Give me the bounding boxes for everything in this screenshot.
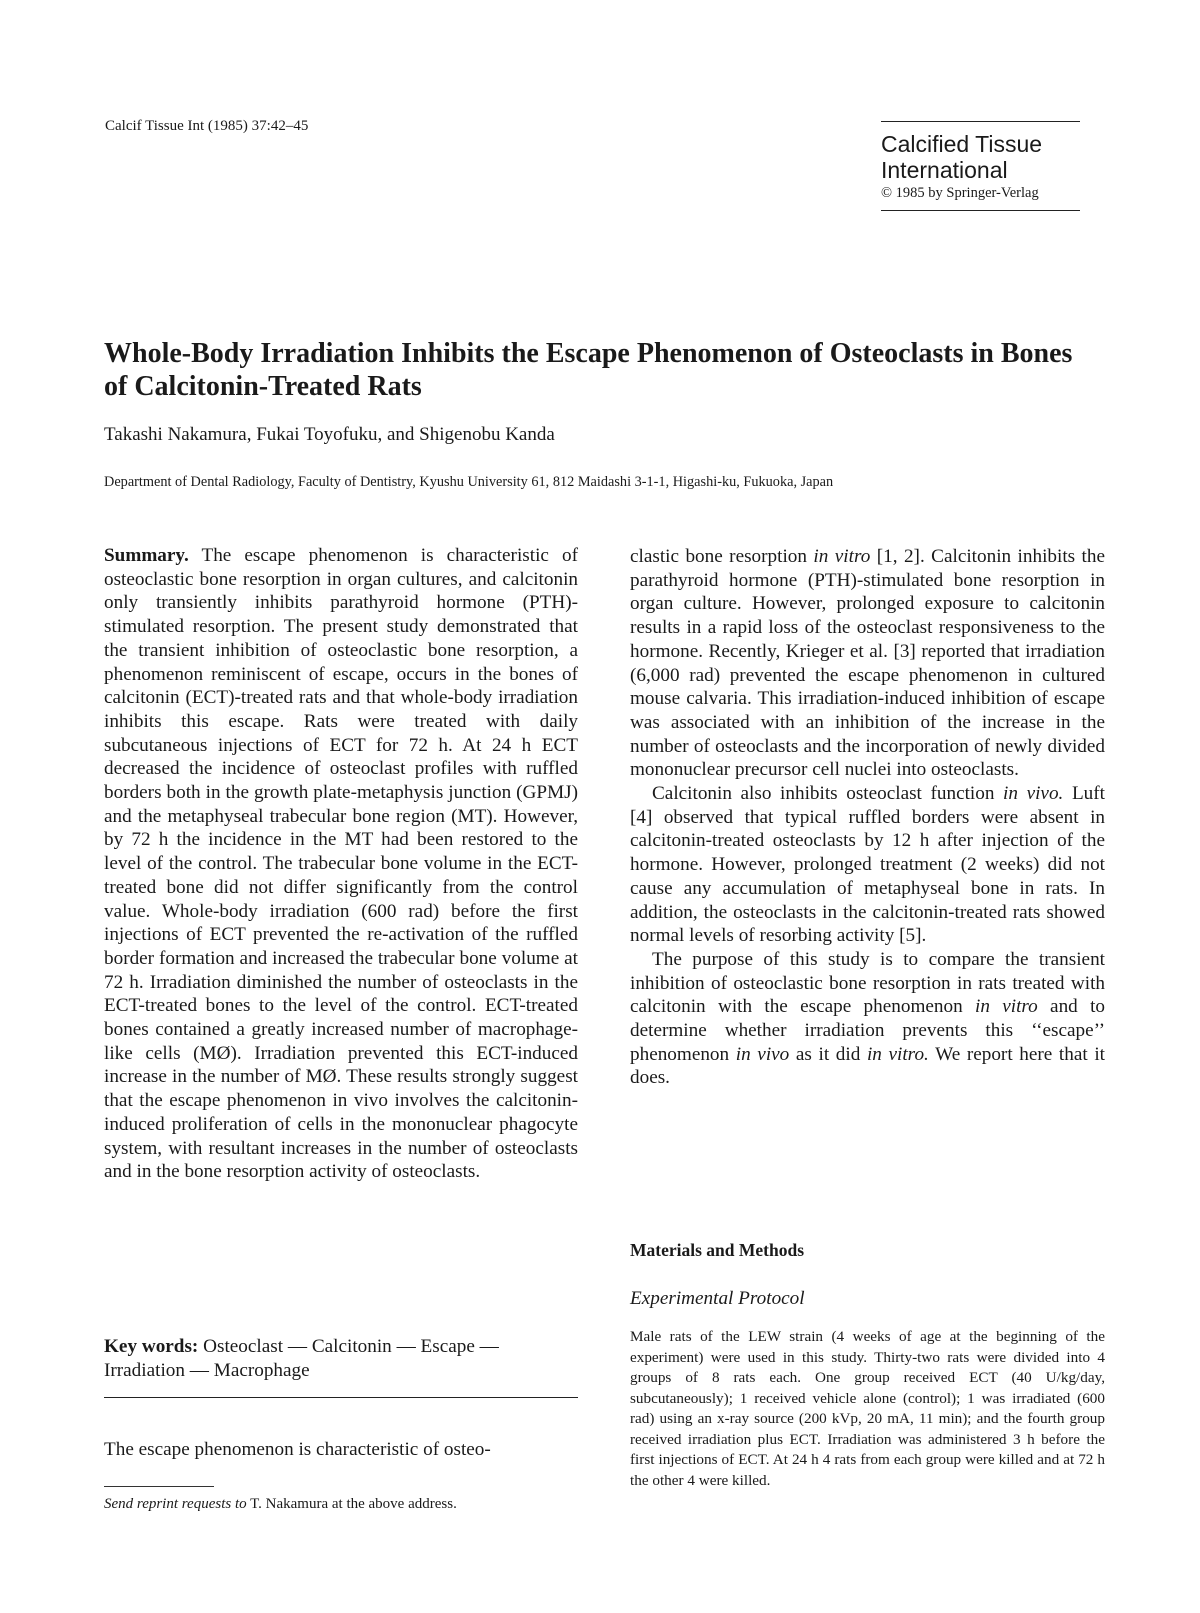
introduction-start: The escape phenomenon is characteristic of osteo- — [104, 1439, 491, 1460]
journal-citation: Calcif Tissue Int (1985) 37:42–45 — [105, 118, 309, 134]
intro-paragraph-2 — [630, 782, 1105, 948]
section-heading: Materials and Methods — [630, 1240, 805, 1260]
intro-text: [1, 2]. Calcitonin inhibits the parathyroid hormone (PTH)-stimulated bone resorption in organ culture. However, prolonged exposure to calcitonin results in a rapid loss of the osteoclast responsiveness to the hormone. Recently, Krieger et al. [3] reported that irradiation (6,000 rad) prevented the escape phenomenon in cultured mouse calvaria. This irradiation-induced inhibition of escape was associated with an inhibition of the increase in the number of osteoclasts and the incorporation of newly divided mononuclear precursor cell nuclei into osteoclasts. — [630, 546, 1106, 781]
keywords-label: Key words: — [104, 1336, 199, 1357]
summary-paragraph — [104, 544, 578, 1184]
intro-italic: in vitro — [974, 996, 1038, 1018]
journal-name-line-2: International — [881, 157, 1008, 183]
copyright-notice: © 1985 by Springer-Verlag — [881, 185, 1039, 201]
introduction-column — [630, 545, 1105, 1090]
author-affiliation: Department of Dental Radiology, Faculty of Dentistry, Kyushu University 61, 812 Maidashi 3-1-1, Higashi-ku, Fukuoka, Japan — [104, 474, 834, 490]
intro-italic: in vitro. — [866, 1043, 929, 1065]
article-authors: Takashi Nakamura, Fukai Toyofuku, and Shigenobu Kanda — [104, 424, 555, 445]
intro-text: Calcitonin also inhibits osteoclast function — [652, 783, 1004, 805]
journal-masthead — [881, 121, 1080, 211]
intro-text: We report here that it does. — [630, 1043, 1105, 1089]
section-divider — [104, 1397, 578, 1398]
intro-text: and to determine whether irradiation prevents this ‘‘escape’’ phenomenon — [630, 996, 1105, 1065]
footnote-text: T. Nakamura at the above address. — [246, 1496, 457, 1512]
article-title: Whole-Body Irradiation Inhibits the Escape Phenomenon of Osteoclasts in Bones of Calcitonin-Treated Rats — [104, 338, 1073, 402]
intro-paragraph-3 — [630, 948, 1105, 1090]
intro-text: Luft [4] observed that typical ruffled borders were absent in calcitonin-treated osteoclasts by 12 h after injection of the hormone. However, prolonged treatment (2 weeks) did not cause any accumulation of metaphyseal bone in rats. In addition, the osteoclasts in the calcitonin-treated rats showed normal levels of resorbing activity [5]. — [630, 783, 1105, 947]
keywords — [104, 1335, 578, 1382]
intro-text: The purpose of this study is to compare the transient inhibition of osteoclastic bone resorption in rats treated with calcitonin with the escape phenomenon — [630, 948, 1105, 1018]
subsection-heading: Experimental Protocol — [630, 1288, 805, 1309]
keywords-text: Osteoclast — Calcitonin — Escape — Irradiation — Macrophage — [104, 1336, 499, 1381]
summary-text: The escape phenomenon is characteristic of osteoclastic bone resorption in organ cultures, and calcitonin only transiently inhibits parathyroid hormone (PTH)-stimulated resorption. The present study demonstrated that the transient inhibition of osteoclastic bone resorption, a phenomenon reminiscent of escape, occurs in the bones of calcitonin (ECT)-treated rats and that whole-body irradiation inhibits this escape. Rats were treated with daily subcutaneous injections of ECT for 72 h. At 24 h ECT decreased the incidence of osteoclast profiles with ruffled borders both in the growth plate-metaphysis junction (GPMJ) and the metaphyseal trabecular bone region (MT). However, by 72 h the incidence in the MT had been restored to the level of the control. The trabecular bone volume in the ECT-treated bone did not differ significantly from the control value. Whole-body irradiation (600 rad) before the first injections of ECT prevented the re-activation of the ruffled border formation and increased the trabecular bone volume at 72 h. Irradiation diminished the number of osteoclasts in the ECT-treated bones to the level of the control. ECT-treated bones contained a greatly increased number of macrophage-like cells (MØ). Irradiation prevented this ECT-induced increase in the number of MØ. These results strongly suggest that the escape phenomenon in vivo involves the calcitonin-induced proliferation of cells in the mononuclear phagocyte system, with resultant increases in the number of osteoclasts and in the bone resorption activity of osteoclasts. — [104, 545, 578, 1183]
intro-text: clastic bone resorption — [630, 546, 814, 567]
intro-text: as it did — [789, 1043, 867, 1065]
methods-paragraph: Male rats of the LEW strain (4 weeks of age at the beginning of the experiment) were used in this study. Thirty-two rats were divided into 4 groups of 8 rats each. One group received ECT (40 U/kg/day, subcutaneously); 1 received vehicle alone (control); 1 was irradiated (600 rad) using an x-ray source (200 kVp, 20 mA, 11 min); and the fourth group received irradiation plus ECT. Irradiation was administered 3 h before the first injections of ECT. At 24 h 4 rats from each group were killed and at 72 h the other 4 were killed. — [630, 1328, 1105, 1489]
intro-italic: in vitro — [813, 546, 871, 567]
footnote-divider — [104, 1486, 214, 1487]
footnote-italic: Send reprint requests to — [104, 1496, 247, 1512]
journal-name-line-1: Calcified Tissue — [881, 131, 1043, 157]
intro-paragraph-1 — [630, 545, 1105, 782]
summary-column — [104, 544, 578, 1184]
intro-italic: in vivo. — [1003, 783, 1064, 805]
reprint-footnote — [104, 1496, 457, 1513]
intro-italic: in vivo — [735, 1043, 790, 1065]
summary-label: Summary. — [104, 545, 189, 566]
